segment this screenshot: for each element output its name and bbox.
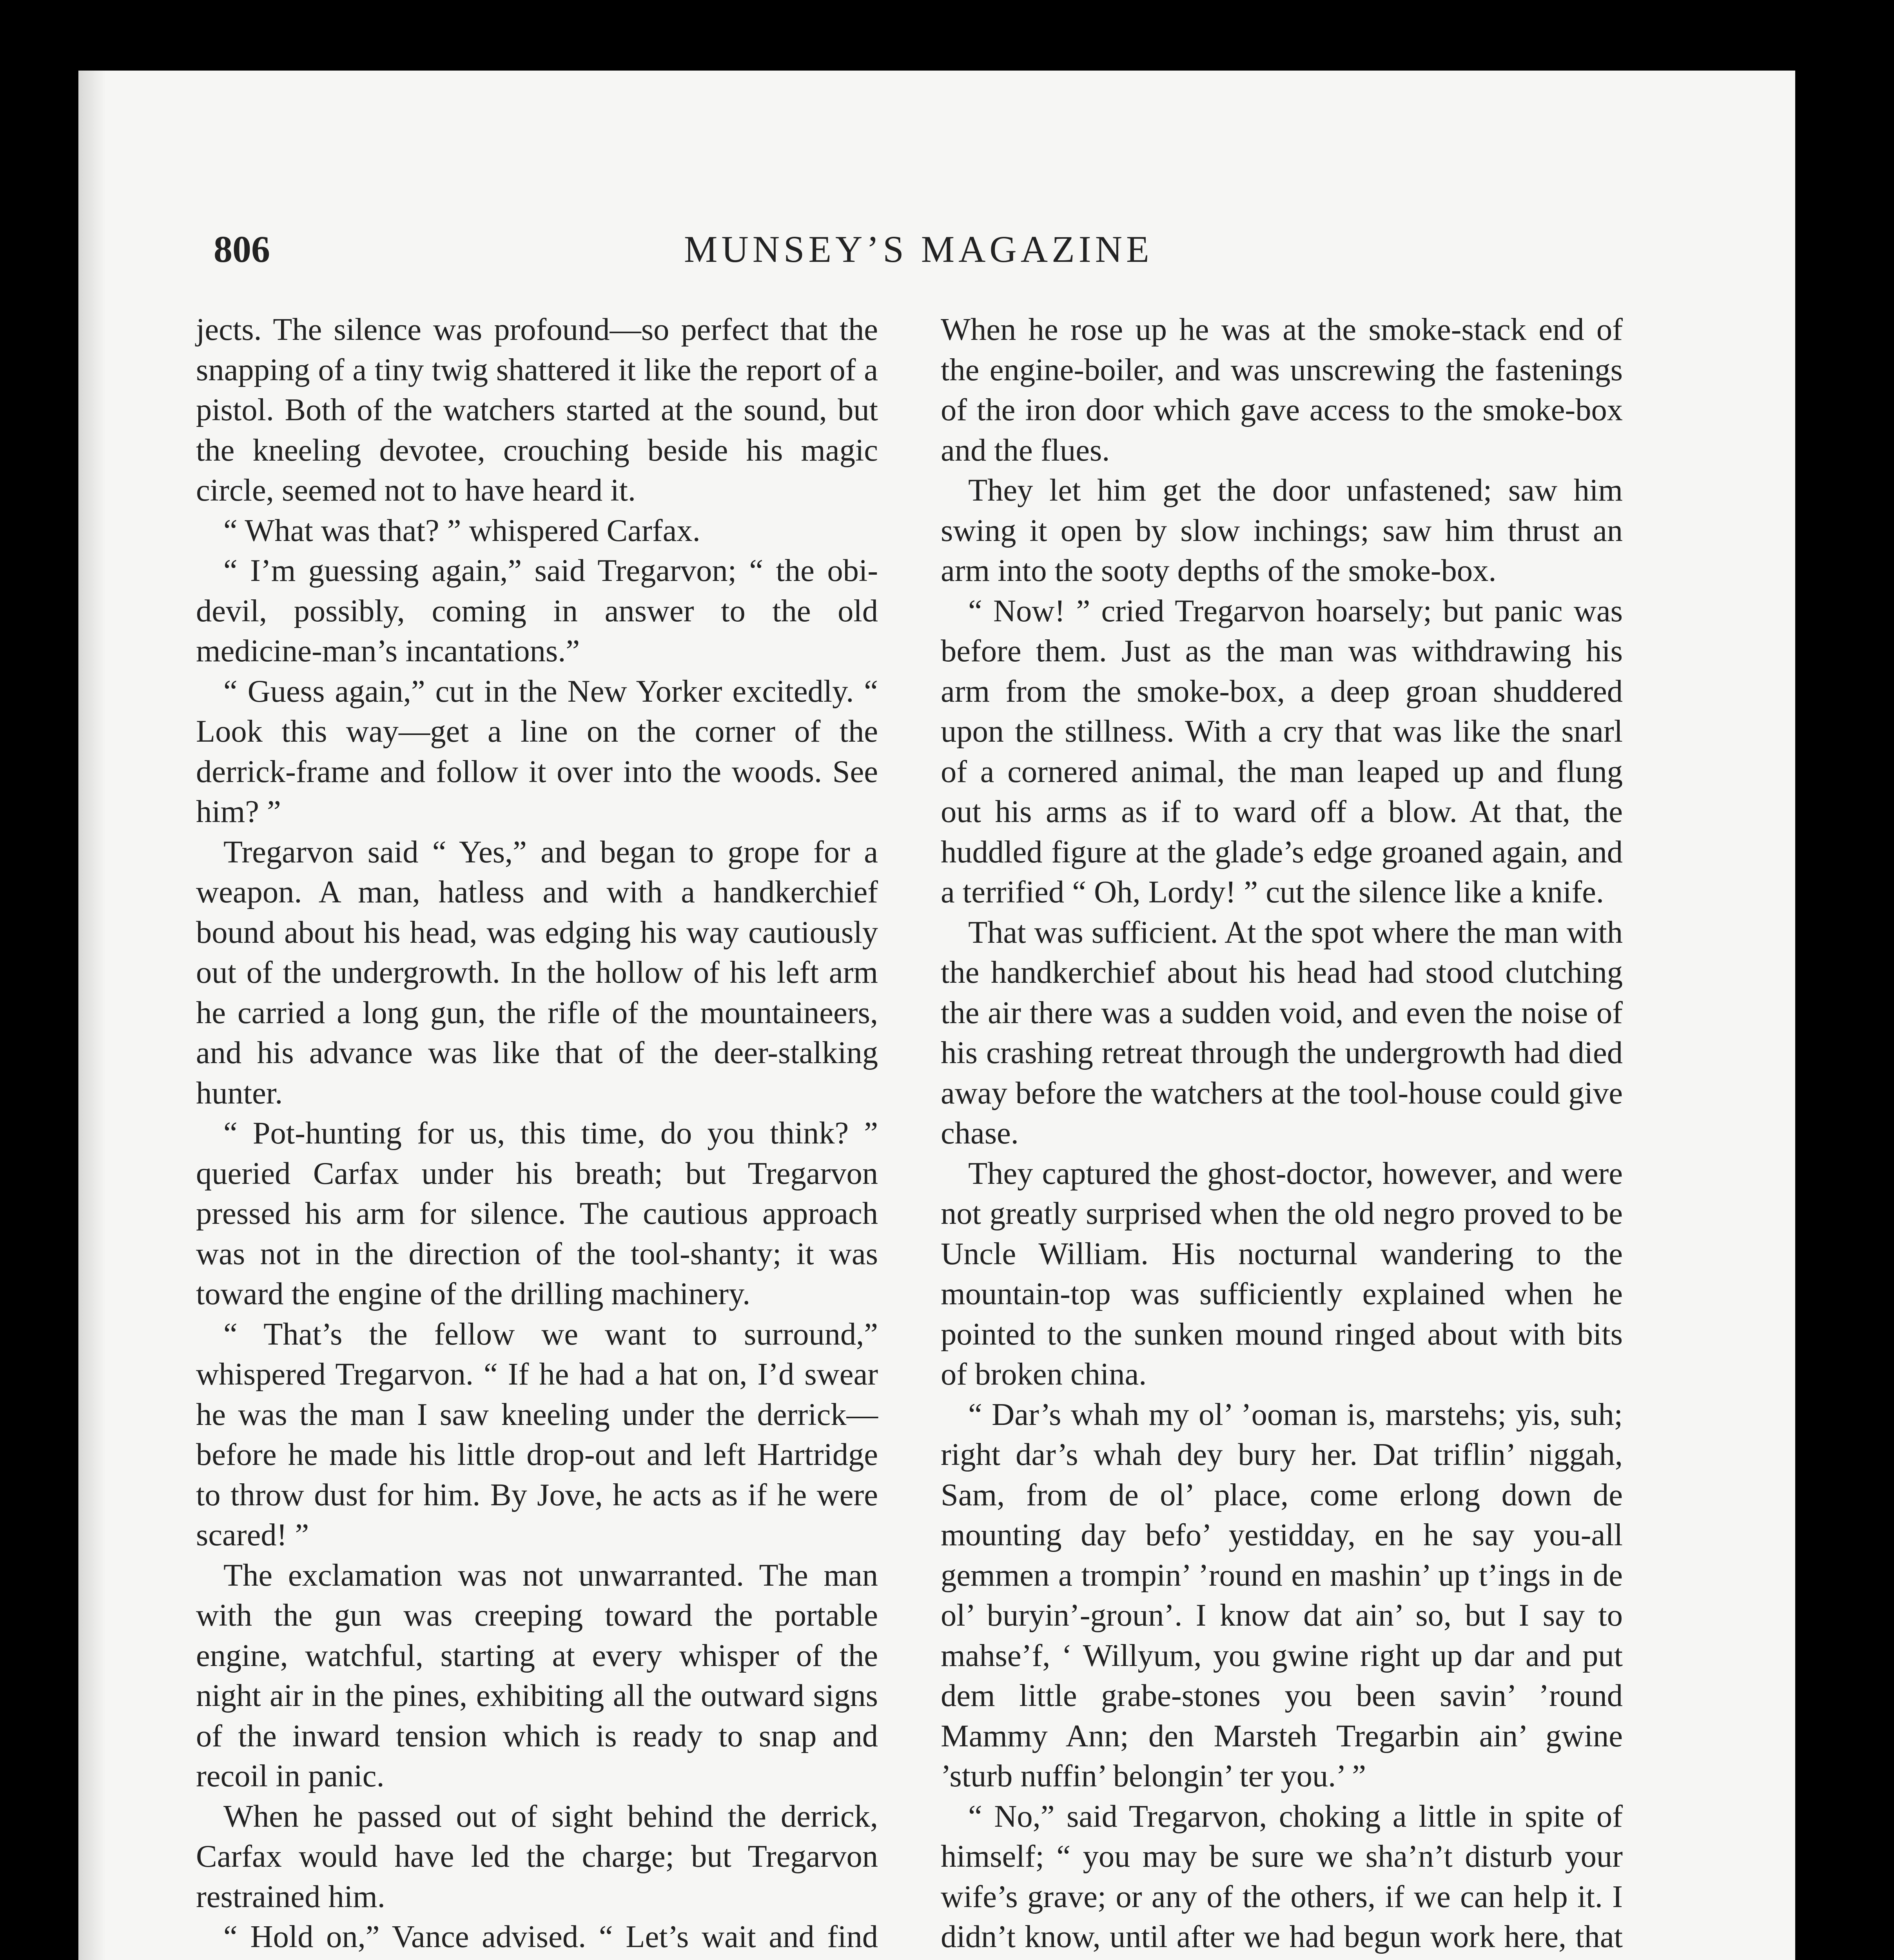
- page-edge-shadow: [78, 71, 106, 1960]
- paragraph: That was sufficient. At the spot where the man with the handkerchief about his head had stood clutching the air there was a sudden void, and even the noise of his crashing retreat through the undergrowth had died away before the watchers at the tool-house could give chase.: [941, 915, 1623, 1151]
- paragraph: “ Hold on,” Vance advised. “ Let’s wait and find: [223, 1919, 878, 1954]
- paragraph: “ That’s the fellow we want to surround,” whispered Tregarvon. “ If he had a hat on, I’d swear he was the man I saw kneeling under the derrick—before he made his little drop-out and left Hartridge to throw dust for him. By Jove, he acts as if he were scared! ”: [196, 1316, 878, 1552]
- paragraph: “ Now! ” cried Tregarvon hoarsely; but panic was before them. Just as the man was withdrawing his arm from the smoke-box, a deep groan shuddered upon the stillness. With a cry that was like the snarl of a cornered animal, the man leaped up and flung out his arms as if to ward off a blow. At that, the huddled figure at the glade’s edge groaned again, and a terrified “ Oh, Lordy! ” cut the silence like a knife.: [941, 593, 1623, 909]
- paragraph: jects. The silence was profound—so perfect that the snapping of a tiny twig shattered it like the report of a pistol. Both of the watchers started at the sound, but the kneeling devotee, crouching beside his magic circle, seemed not to have heard it.: [196, 312, 878, 508]
- left-column: [196, 310, 878, 1960]
- paragraph: “ What was that? ” whispered Carfax.: [223, 513, 700, 548]
- paragraph: They captured the ghost-doctor, however, and were not greatly surprised when the old negro proved to be Uncle William. His nocturnal wandering to the mountain-top was sufficiently explained when he pointed to the sunken mound ringed about with bits of broken china.: [941, 1156, 1623, 1392]
- paragraph: Tregarvon said “ Yes,” and began to grope for a weapon. A man, hatless and with a handkerchief bound about his head, was edging his way cautiously out of the undergrowth. In the hollow of his left arm he carried a long gun, the rifle of the mountaineers, and his advance was like that of the deer-stalking hunter.: [196, 834, 878, 1111]
- paragraph: The exclamation was not unwarranted. The man with the gun was creeping toward the portable engine, watchful, starting at every whisper of the night air in the pines, exhibiting all the outward signs of the inward tension which is ready to snap and recoil in panic.: [196, 1557, 878, 1793]
- page-header: [214, 227, 1711, 282]
- paragraph: “ No,” said Tregarvon, choking a little in spite of himself; “ you may be sure we sha’n’t disturb your wife’s grave; or any of the others, if we can help it. I didn’t know, until after we had begun work here, that: [941, 1798, 1623, 1954]
- paragraph: When he rose up he was at the smoke-stack end of the engine-boiler, and was unscrewing the fastenings of the iron door which gave access to the smoke-box and the flues.: [941, 312, 1623, 468]
- right-column: [941, 310, 1623, 1960]
- magazine-page: [78, 71, 1795, 1960]
- paragraph: They let him get the door unfastened; saw him swing it open by slow inchings; saw him thrust an arm into the sooty depths of the smoke-box.: [941, 473, 1623, 588]
- paragraph: “ Pot-hunting for us, this time, do you think? ” queried Carfax under his breath; but Tregarvon pressed his arm for silence. The cautious approach was not in the direction of the tool-shanty; it was toward the engine of the drilling machinery.: [196, 1116, 878, 1311]
- paragraph: “ Dar’s whah my ol’ ’ooman is, marstehs; yis, suh; right dar’s whah dey bury her. Dat triflin’ niggah, Sam, from de ol’ place, come erlong down de mounting day befo’ yestidday, en he say you-all gemmen a trompin’ ’round en mashin’ up t’ings in de ol’ buryin’-groun’. I know dat ain’ so, but I say to mahse’f, ‘ Willyum, you gwine right up dar and put dem little grabe-stones you been savin’ ’round Mammy Ann; den Marsteh Tregarbin ain’ gwine ’sturb nuffin’ belongin’ ter you.’ ”: [941, 1397, 1623, 1793]
- paragraph: When he passed out of sight behind the derrick, Carfax would have led the charge; but Tregarvon restrained him.: [196, 1798, 878, 1914]
- page-number: 806: [214, 228, 270, 270]
- paragraph: “ Guess again,” cut in the New Yorker excitedly. “ Look this way—get a line on the corner of the derrick-frame and follow it over into the woods. See him? ”: [196, 673, 878, 829]
- paragraph: “ I’m guessing again,” said Tregarvon; “ the obi-devil, possibly, coming in answer to the old medicine-man’s incantations.”: [196, 553, 878, 668]
- running-title: MUNSEY’S MAGAZINE: [684, 228, 1153, 270]
